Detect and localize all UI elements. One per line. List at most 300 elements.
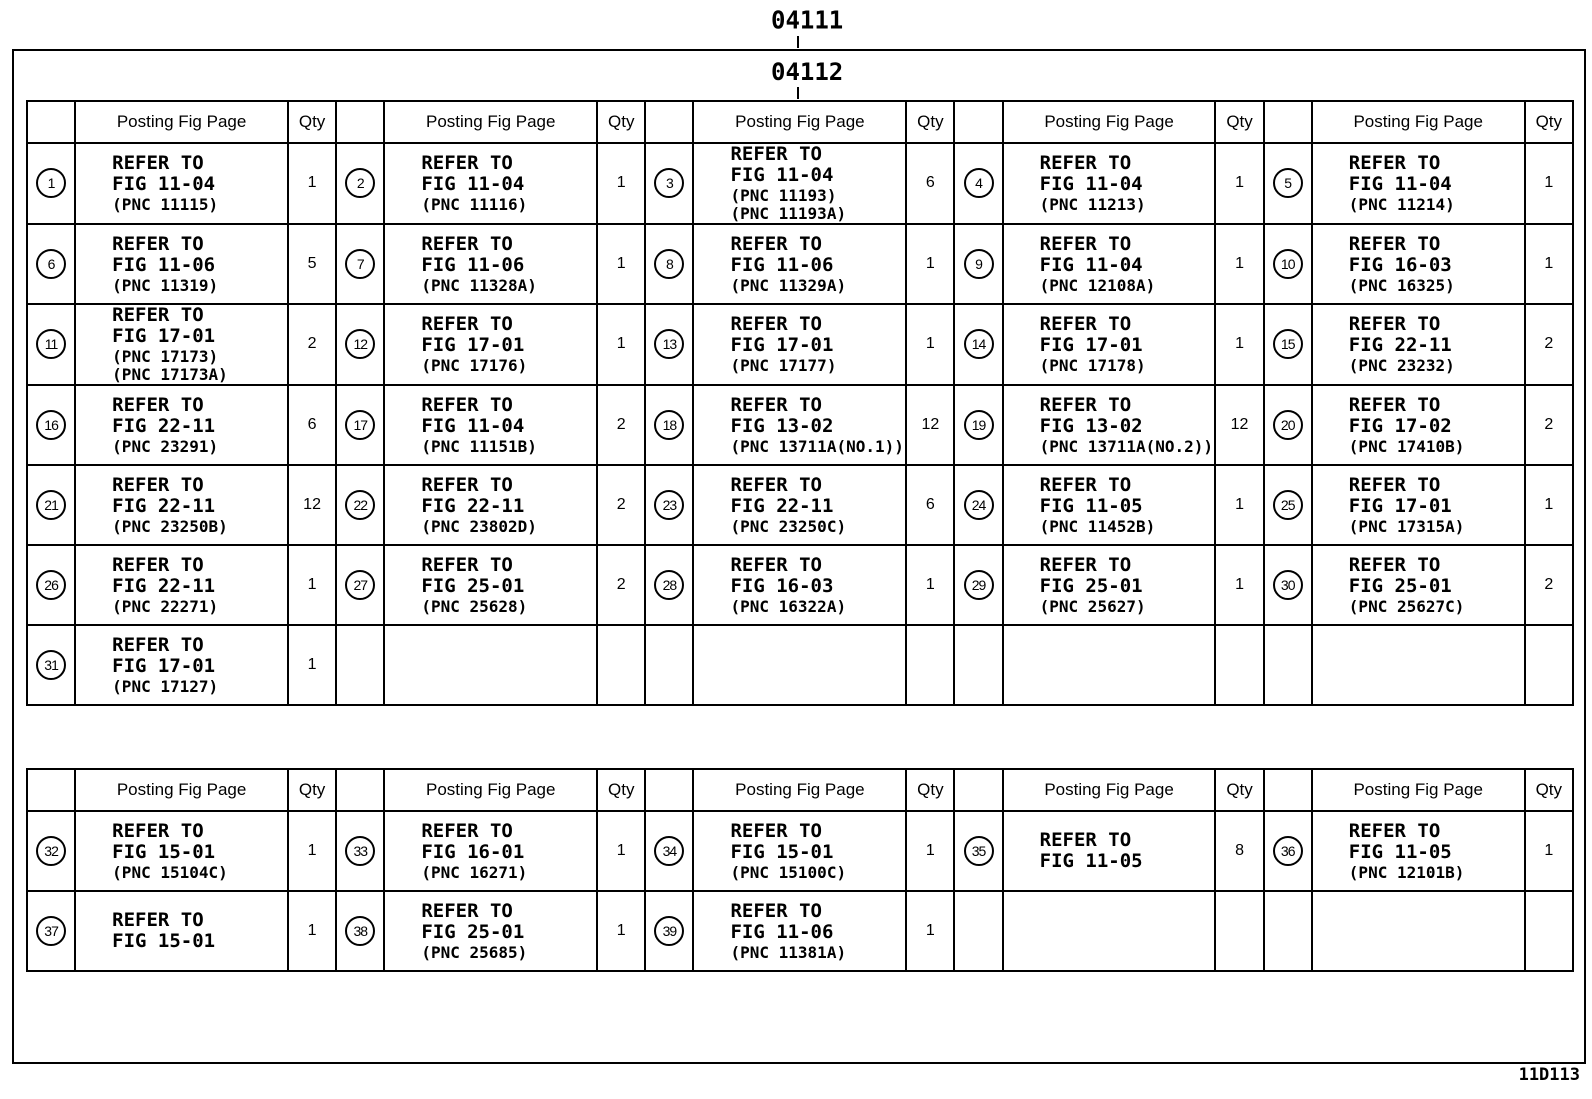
figure-reference-link[interactable]: FIG 17-01 xyxy=(112,324,216,347)
refer-to-text: REFER TO xyxy=(112,152,204,175)
figure-reference-link[interactable]: FIG 22-11 xyxy=(112,494,216,517)
part-number-code: (PNC 25628) xyxy=(421,596,528,616)
part-number-code: (PNC 11115) xyxy=(112,195,219,215)
item-number-cell xyxy=(27,143,75,224)
figure-reference-link[interactable]: FIG 16-03 xyxy=(1348,253,1452,276)
figure-reference-link[interactable]: FIG 22-11 xyxy=(112,574,216,597)
refer-to-text: REFER TO xyxy=(421,553,513,576)
part-number-code: (PNC 11452B) xyxy=(1039,516,1156,536)
figure-reference-link[interactable]: FIG 22-11 xyxy=(112,414,216,437)
figure-reference-link[interactable]: FIG 11-04 xyxy=(1039,173,1143,196)
refer-to-text: REFER TO xyxy=(112,909,204,932)
item-number-cell xyxy=(336,625,384,705)
qty-cell xyxy=(1215,891,1263,971)
qty-cell: 2 xyxy=(597,545,645,625)
item-number-cell xyxy=(645,385,693,465)
header-qty: Qty xyxy=(597,769,645,811)
item-number-cell xyxy=(1264,545,1312,625)
illustration-code: 11D113 xyxy=(1518,1065,1580,1085)
figure-reference-link[interactable]: FIG 16-01 xyxy=(421,840,525,863)
item-number-cell xyxy=(645,304,693,385)
posting-fig-page-cell xyxy=(1003,465,1216,545)
posting-fig-page-cell xyxy=(384,891,597,971)
item-number-badge[interactable]: 33 xyxy=(345,836,375,866)
qty-cell: 1 xyxy=(1215,143,1263,224)
refer-to-text: REFER TO xyxy=(421,152,513,175)
figure-reference-link[interactable]: FIG 25-01 xyxy=(1348,574,1452,597)
part-number-code: (PNC 11319) xyxy=(112,275,219,295)
posting-fig-page-cell xyxy=(693,224,906,304)
posting-fig-page-cell xyxy=(1003,143,1216,224)
qty-cell: 1 xyxy=(1525,224,1573,304)
part-number-code: (PNC 11193A) xyxy=(730,204,847,224)
item-number-badge[interactable]: 28 xyxy=(654,570,684,600)
item-number-cell xyxy=(336,304,384,385)
figure-reference-link[interactable]: FIG 11-05 xyxy=(1039,494,1143,517)
posting-fig-page-cell xyxy=(384,143,597,224)
part-number-code: (PNC 22271) xyxy=(112,596,219,616)
refer-to-text: REFER TO xyxy=(730,819,822,842)
figure-reference-link[interactable]: FIG 17-01 xyxy=(112,654,216,677)
qty-cell: 1 xyxy=(1215,465,1263,545)
item-number-badge[interactable]: 5 xyxy=(1273,168,1303,198)
posting-fig-page-cell xyxy=(75,385,288,465)
table-header-row xyxy=(27,101,1573,143)
item-number-badge[interactable]: 17 xyxy=(345,410,375,440)
qty-cell: 1 xyxy=(1215,224,1263,304)
figure-reference-link[interactable]: FIG 15-01 xyxy=(730,840,834,863)
refer-to-text: REFER TO xyxy=(112,553,204,576)
part-number-code: (PNC 17410B) xyxy=(1348,436,1465,456)
qty-cell: 1 xyxy=(597,224,645,304)
item-number-badge[interactable]: 29 xyxy=(964,570,994,600)
refer-to-text: REFER TO xyxy=(730,553,822,576)
item-number-badge[interactable]: 38 xyxy=(345,916,375,946)
refer-to-text: REFER TO xyxy=(1348,473,1441,496)
item-number-badge[interactable]: 24 xyxy=(964,490,994,520)
item-number-badge[interactable]: 9 xyxy=(964,249,994,279)
refer-to-text: REFER TO xyxy=(1039,152,1132,175)
table-row xyxy=(27,545,1573,625)
refer-to-text: REFER TO xyxy=(730,473,822,496)
qty-cell xyxy=(597,625,645,705)
header-posting-fig-page: Posting Fig Page xyxy=(693,769,906,811)
part-number-code: (PNC 13711A(NO.2)) xyxy=(1039,436,1214,456)
part-number-code: (PNC 11328A) xyxy=(421,275,537,295)
refer-to-text: REFER TO xyxy=(1348,393,1441,416)
item-number-badge[interactable]: 20 xyxy=(1273,410,1303,440)
item-number-badge[interactable]: 21 xyxy=(36,490,66,520)
header-number-cell xyxy=(336,769,384,811)
header-posting-fig-page: Posting Fig Page xyxy=(384,101,597,143)
item-number-badge[interactable]: 11 xyxy=(36,329,66,359)
item-number-badge[interactable]: 32 xyxy=(36,836,66,866)
item-number-badge[interactable]: 23 xyxy=(654,490,684,520)
header-number-cell xyxy=(645,101,693,143)
leader-line-top xyxy=(797,36,799,48)
posting-fig-page-cell xyxy=(693,811,906,891)
refer-to-text: REFER TO xyxy=(1348,313,1441,336)
item-number-badge[interactable]: 39 xyxy=(654,916,684,946)
part-number-code: (PNC 11116) xyxy=(421,195,528,215)
part-number-code: (PNC 11329A) xyxy=(730,275,847,295)
figure-reference-link[interactable]: FIG 11-06 xyxy=(112,253,216,276)
qty-cell: 12 xyxy=(1215,385,1263,465)
refer-to-text: REFER TO xyxy=(1348,819,1441,842)
figure-reference-link[interactable]: FIG 11-04 xyxy=(421,414,525,437)
refer-to-text: REFER TO xyxy=(730,313,822,336)
part-number-code: (PNC 23232) xyxy=(1348,356,1455,376)
qty-cell: 2 xyxy=(1525,545,1573,625)
item-number-cell xyxy=(645,465,693,545)
item-number-cell xyxy=(645,545,693,625)
posting-fig-page-cell xyxy=(384,625,597,705)
item-number-cell xyxy=(1264,224,1312,304)
item-number-badge[interactable]: 8 xyxy=(654,249,684,279)
qty-cell: 8 xyxy=(1215,811,1263,891)
qty-cell xyxy=(1525,625,1573,705)
posting-fig-page-cell xyxy=(384,224,597,304)
figure-reference-link[interactable]: FIG 25-01 xyxy=(421,574,525,597)
item-number-badge[interactable]: 14 xyxy=(964,329,994,359)
posting-fig-page-cell xyxy=(384,465,597,545)
item-number-badge[interactable]: 35 xyxy=(964,836,994,866)
figure-reference-link[interactable]: FIG 16-03 xyxy=(730,574,834,597)
item-number-cell xyxy=(645,891,693,971)
qty-cell: 1 xyxy=(597,304,645,385)
header-qty: Qty xyxy=(1215,101,1263,143)
qty-cell: 6 xyxy=(906,465,954,545)
posting-fig-page-cell xyxy=(1312,545,1525,625)
posting-fig-page-cell xyxy=(75,811,288,891)
assembly-code-sub: 04112 xyxy=(771,58,844,86)
part-number-code: (PNC 16322A) xyxy=(730,596,847,616)
figure-reference-link[interactable]: FIG 25-01 xyxy=(1039,574,1143,597)
part-number-code: (PNC 15104C) xyxy=(112,862,228,882)
part-number-code: (PNC 11151B) xyxy=(421,436,537,456)
table-row xyxy=(27,625,1573,705)
item-number-badge[interactable]: 37 xyxy=(36,916,66,946)
part-number-code: (PNC 15100C) xyxy=(730,862,847,882)
figure-reference-link[interactable]: FIG 17-01 xyxy=(1348,494,1452,517)
refer-to-text: REFER TO xyxy=(421,899,513,922)
header-qty: Qty xyxy=(1525,769,1573,811)
refer-to-text: REFER TO xyxy=(1039,313,1132,336)
part-number-code: (PNC 25685) xyxy=(421,942,528,962)
header-number-cell xyxy=(1264,101,1312,143)
qty-cell: 1 xyxy=(597,891,645,971)
refer-to-text: REFER TO xyxy=(112,393,204,416)
refer-to-text: REFER TO xyxy=(1039,553,1132,576)
posting-fig-page-cell xyxy=(75,545,288,625)
part-number-code: (PNC 17177) xyxy=(730,356,837,376)
posting-fig-page-cell xyxy=(693,385,906,465)
refer-to-text: REFER TO xyxy=(730,393,822,416)
header-posting-fig-page: Posting Fig Page xyxy=(693,101,906,143)
header-posting-fig-page: Posting Fig Page xyxy=(75,101,288,143)
qty-cell: 2 xyxy=(597,385,645,465)
header-qty: Qty xyxy=(597,101,645,143)
item-number-badge[interactable]: 6 xyxy=(36,249,66,279)
item-number-cell xyxy=(954,143,1002,224)
posting-fig-page-cell xyxy=(1312,891,1525,971)
header-qty: Qty xyxy=(906,101,954,143)
posting-fig-page-cell xyxy=(1312,625,1525,705)
posting-fig-page-cell xyxy=(1312,385,1525,465)
item-number-cell xyxy=(1264,143,1312,224)
item-number-cell xyxy=(336,385,384,465)
part-number-code: (PNC 17173) xyxy=(112,346,219,366)
refer-to-text: REFER TO xyxy=(1348,232,1441,255)
item-number-badge[interactable]: 25 xyxy=(1273,490,1303,520)
qty-cell: 1 xyxy=(906,891,954,971)
table-header-row xyxy=(27,769,1573,811)
refer-to-text: REFER TO xyxy=(730,232,822,255)
part-number-code: (PNC 17178) xyxy=(1039,356,1146,376)
item-number-badge[interactable]: 27 xyxy=(345,570,375,600)
figure-reference-link[interactable]: FIG 13-02 xyxy=(730,414,834,437)
posting-fig-page-cell xyxy=(384,385,597,465)
posting-fig-page-cell xyxy=(1003,811,1216,891)
refer-to-text: REFER TO xyxy=(421,232,513,255)
part-number-code: (PNC 13711A(NO.1)) xyxy=(730,436,904,456)
qty-cell: 1 xyxy=(1215,545,1263,625)
item-number-badge[interactable]: 22 xyxy=(345,490,375,520)
posting-fig-page-cell xyxy=(384,304,597,385)
part-number-code: (PNC 17173A) xyxy=(112,365,228,385)
figure-reference-link[interactable]: FIG 11-04 xyxy=(421,173,525,196)
table-row xyxy=(27,304,1573,385)
item-number-badge[interactable]: 18 xyxy=(654,410,684,440)
item-number-cell xyxy=(954,465,1002,545)
item-number-cell xyxy=(336,465,384,545)
posting-fig-page-cell xyxy=(384,811,597,891)
part-number-code: (PNC 25627) xyxy=(1039,596,1146,616)
item-number-badge[interactable]: 7 xyxy=(345,249,375,279)
qty-cell: 1 xyxy=(1215,304,1263,385)
qty-cell: 1 xyxy=(906,304,954,385)
figure-reference-link[interactable]: FIG 11-06 xyxy=(730,253,834,276)
figure-reference-link[interactable]: FIG 15-01 xyxy=(112,840,216,863)
part-number-code: (PNC 23291) xyxy=(112,436,219,456)
header-qty: Qty xyxy=(1215,769,1263,811)
qty-cell: 2 xyxy=(1525,304,1573,385)
qty-cell: 6 xyxy=(906,143,954,224)
item-number-badge[interactable]: 4 xyxy=(964,168,994,198)
item-number-cell xyxy=(27,385,75,465)
refer-to-text: REFER TO xyxy=(112,633,204,656)
header-number-cell xyxy=(27,101,75,143)
refer-to-text: REFER TO xyxy=(730,143,822,165)
qty-cell: 1 xyxy=(288,545,336,625)
posting-fig-page-cell xyxy=(1003,385,1216,465)
item-number-cell xyxy=(336,811,384,891)
posting-fig-page-cell xyxy=(75,224,288,304)
assembly-code-top: 04111 xyxy=(771,5,844,35)
item-number-cell xyxy=(954,224,1002,304)
item-number-badge[interactable]: 31 xyxy=(36,650,66,680)
item-number-cell xyxy=(336,143,384,224)
posting-fig-page-cell xyxy=(1312,143,1525,224)
table-row xyxy=(27,143,1573,224)
qty-cell: 2 xyxy=(597,465,645,545)
item-number-badge[interactable]: 19 xyxy=(964,410,994,440)
item-number-badge[interactable]: 16 xyxy=(36,410,66,440)
posting-fig-page-cell xyxy=(693,143,906,224)
figure-reference-link[interactable]: FIG 11-05 xyxy=(1039,850,1143,872)
qty-cell: 1 xyxy=(288,891,336,971)
posting-fig-page-cell xyxy=(693,891,906,971)
part-number-code: (PNC 11213) xyxy=(1039,195,1146,215)
item-number-badge[interactable]: 1 xyxy=(36,168,66,198)
item-number-cell xyxy=(27,224,75,304)
table-row xyxy=(27,811,1573,891)
qty-cell: 1 xyxy=(906,545,954,625)
figure-reference-link[interactable]: FIG 11-04 xyxy=(1348,173,1452,196)
header-posting-fig-page: Posting Fig Page xyxy=(1312,769,1525,811)
refer-to-text: REFER TO xyxy=(421,313,513,336)
posting-fig-page-cell xyxy=(693,625,906,705)
figure-reference-link[interactable]: FIG 15-01 xyxy=(112,930,216,952)
refer-to-text: REFER TO xyxy=(112,473,204,496)
qty-cell: 2 xyxy=(288,304,336,385)
figure-reference-link[interactable]: FIG 11-05 xyxy=(1348,840,1452,863)
header-posting-fig-page: Posting Fig Page xyxy=(384,769,597,811)
item-number-badge[interactable]: 12 xyxy=(345,329,375,359)
parts-reference-table-2 xyxy=(26,768,1574,972)
part-number-code: (PNC 17176) xyxy=(421,356,528,376)
qty-cell: 1 xyxy=(1525,465,1573,545)
table-row xyxy=(27,385,1573,465)
posting-fig-page-cell xyxy=(1003,891,1216,971)
posting-fig-page-cell xyxy=(384,545,597,625)
header-number-cell xyxy=(954,101,1002,143)
posting-fig-page-cell xyxy=(693,304,906,385)
posting-fig-page-cell xyxy=(75,465,288,545)
item-number-cell xyxy=(954,891,1002,971)
header-qty: Qty xyxy=(288,769,336,811)
posting-fig-page-cell xyxy=(75,891,288,971)
item-number-cell xyxy=(1264,891,1312,971)
part-number-code: (PNC 23250B) xyxy=(112,516,228,536)
refer-to-text: REFER TO xyxy=(1348,553,1441,576)
posting-fig-page-cell xyxy=(1312,811,1525,891)
header-qty: Qty xyxy=(288,101,336,143)
item-number-badge[interactable]: 15 xyxy=(1273,329,1303,359)
item-number-cell xyxy=(27,811,75,891)
item-number-cell xyxy=(336,891,384,971)
figure-reference-link[interactable]: FIG 11-04 xyxy=(112,173,216,196)
item-number-cell xyxy=(27,891,75,971)
posting-fig-page-cell xyxy=(1312,465,1525,545)
figure-reference-link[interactable]: FIG 11-04 xyxy=(1039,253,1143,276)
part-number-code: (PNC 25627C) xyxy=(1348,596,1465,616)
refer-to-text: REFER TO xyxy=(112,232,204,255)
part-number-code: (PNC 11193) xyxy=(730,185,837,205)
header-number-cell xyxy=(1264,769,1312,811)
refer-to-text: REFER TO xyxy=(112,819,204,842)
item-number-cell xyxy=(954,625,1002,705)
item-number-cell xyxy=(1264,385,1312,465)
item-number-cell xyxy=(1264,304,1312,385)
qty-cell: 5 xyxy=(288,224,336,304)
header-qty: Qty xyxy=(906,769,954,811)
qty-cell: 1 xyxy=(597,143,645,224)
item-number-cell xyxy=(336,224,384,304)
qty-cell: 1 xyxy=(288,143,336,224)
item-number-badge[interactable]: 13 xyxy=(654,329,684,359)
item-number-cell xyxy=(27,304,75,385)
item-number-badge[interactable]: 2 xyxy=(345,168,375,198)
figure-reference-link[interactable]: FIG 22-11 xyxy=(1348,334,1452,357)
item-number-cell xyxy=(27,545,75,625)
qty-cell xyxy=(906,625,954,705)
header-number-cell xyxy=(336,101,384,143)
item-number-cell xyxy=(27,625,75,705)
qty-cell: 1 xyxy=(906,224,954,304)
figure-reference-link[interactable]: FIG 22-11 xyxy=(730,494,834,517)
qty-cell: 1 xyxy=(1525,811,1573,891)
refer-to-text: REFER TO xyxy=(421,393,513,416)
item-number-badge[interactable]: 30 xyxy=(1273,570,1303,600)
figure-reference-link[interactable]: FIG 17-02 xyxy=(1348,414,1452,437)
qty-cell: 1 xyxy=(288,625,336,705)
figure-reference-link[interactable]: FIG 11-06 xyxy=(421,253,525,276)
figure-reference-link[interactable]: FIG 11-06 xyxy=(730,920,834,943)
figure-reference-link[interactable]: FIG 17-01 xyxy=(421,334,525,357)
table-row xyxy=(27,224,1573,304)
item-number-cell xyxy=(1264,811,1312,891)
item-number-cell xyxy=(336,545,384,625)
item-number-cell xyxy=(954,811,1002,891)
figure-reference-link[interactable]: FIG 11-04 xyxy=(730,163,834,186)
qty-cell: 6 xyxy=(288,385,336,465)
part-number-code: (PNC 12108A) xyxy=(1039,275,1156,295)
item-number-badge[interactable]: 10 xyxy=(1273,249,1303,279)
part-number-code: (PNC 23250C) xyxy=(730,516,847,536)
qty-cell: 12 xyxy=(288,465,336,545)
item-number-cell xyxy=(27,465,75,545)
posting-fig-page-cell xyxy=(1312,304,1525,385)
posting-fig-page-cell xyxy=(1312,224,1525,304)
figure-reference-link[interactable]: FIG 13-02 xyxy=(1039,414,1143,437)
part-number-code: (PNC 11214) xyxy=(1348,195,1455,215)
posting-fig-page-cell xyxy=(75,625,288,705)
item-number-cell xyxy=(645,143,693,224)
qty-cell: 2 xyxy=(1525,385,1573,465)
figure-reference-link[interactable]: FIG 22-11 xyxy=(421,494,525,517)
qty-cell: 1 xyxy=(906,811,954,891)
item-number-cell xyxy=(954,545,1002,625)
item-number-badge[interactable]: 26 xyxy=(36,570,66,600)
posting-fig-page-cell xyxy=(75,304,288,385)
table-row xyxy=(27,891,1573,971)
refer-to-text: REFER TO xyxy=(1039,232,1132,255)
item-number-badge[interactable]: 36 xyxy=(1273,836,1303,866)
posting-fig-page-cell xyxy=(75,143,288,224)
qty-cell xyxy=(1215,625,1263,705)
item-number-badge[interactable]: 34 xyxy=(654,836,684,866)
figure-reference-link[interactable]: FIG 25-01 xyxy=(421,920,525,943)
figure-reference-link[interactable]: FIG 17-01 xyxy=(730,334,834,357)
part-number-code: (PNC 12101B) xyxy=(1348,862,1465,882)
figure-reference-link[interactable]: FIG 17-01 xyxy=(1039,334,1143,357)
item-number-cell xyxy=(645,811,693,891)
header-posting-fig-page: Posting Fig Page xyxy=(75,769,288,811)
parts-reference-table-1 xyxy=(26,100,1574,706)
header-posting-fig-page: Posting Fig Page xyxy=(1003,101,1216,143)
item-number-badge[interactable]: 3 xyxy=(654,168,684,198)
